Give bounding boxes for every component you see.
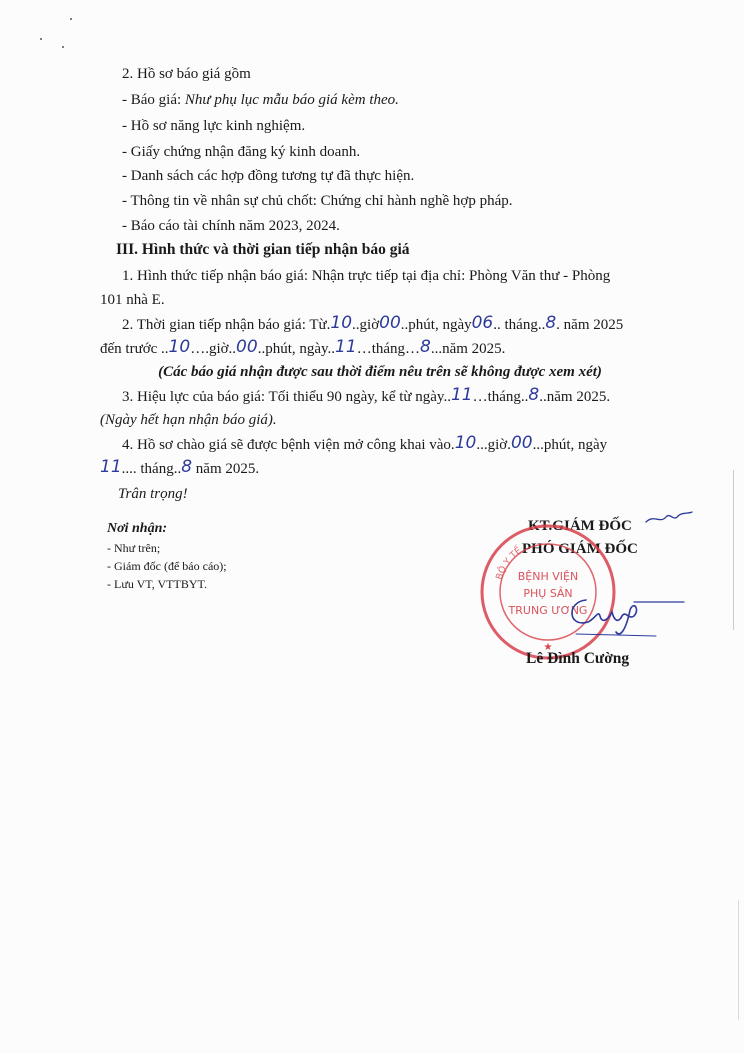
stamp-star-icon: ★ [543,642,553,653]
handwritten-minute: 00 [379,313,401,333]
handwritten-signature-icon [556,580,696,640]
section3-p1-line2: 101 nhà E. [100,292,165,308]
handwritten-day: 11 [450,385,473,405]
handwritten-month: 8 [181,457,193,477]
handwritten-day: 06 [471,313,494,333]
recipient-item: - Như trên; [107,541,161,555]
handwritten-day: 11 [100,457,122,477]
section3-p1-line1: 1. Hình thức tiếp nhận báo giá: Nhận trực tiếp tại địa chỉ: Phòng Văn thư - Phòng [122,268,611,284]
signer-title: KT.GIÁM ĐỐC [528,518,632,534]
section3-p2-line1: 2. Thời gian tiếp nhận báo giá: Từ.10..giờ00..phút, ngày06.. tháng..8. năm 2025 [122,313,624,333]
scan-speck [62,46,64,48]
section2-title: 2. Hồ sơ báo giá gồm [122,66,251,82]
section3-p4-line2: 11.... tháng..8 năm 2025. [100,457,260,477]
section2-item-1: - Báo giá: Như phụ lục mẫu báo giá kèm theo. [122,92,399,108]
handwritten-day: 11 [335,337,357,357]
stamp-ring-text: BỘ Y TẾ [494,545,524,582]
section3-note: (Các báo giá nhận được sau thời điểm nêu trên sẽ không được xem xét) [158,364,602,380]
handwritten-hour: 10 [330,313,353,333]
closing: Trân trọng! [118,486,188,502]
section3-title: III. Hình thức và thời gian tiếp nhận báo giá [116,241,410,258]
stamp-line-1: BỆNH VIỆN [517,570,579,583]
scan-speck [40,38,42,40]
section2-item-2: - Hồ sơ năng lực kinh nghiệm. [122,118,306,134]
section3-p3-line2: (Ngày hết hạn nhận báo giá). [100,412,277,428]
handwritten-minute: 00 [236,337,258,357]
handwritten-month: 8 [528,385,540,405]
section3-p3-line1: 3. Hiệu lực của báo giá: Tối thiểu 90 ngày, kể từ ngày..11…tháng..8..năm 2025. [122,385,611,405]
signer-position: PHÓ GIÁM ĐỐC [522,541,638,557]
section3-p2-line2: đến trước ..10….giờ..00..phút, ngày..11…tháng…8...năm 2025. [100,337,506,357]
scan-edge-mark [738,900,739,1020]
stamp-line-2: PHỤ SẢN [523,587,573,600]
section2-item-5: - Thông tin về nhân sự chủ chốt: Chứng chỉ hành nghề hợp pháp. [122,193,513,209]
initial-mark-icon [644,508,694,528]
scan-speck [70,18,72,20]
recipient-item: - Giám đốc (để báo cáo); [107,559,227,573]
signer-name: Lê Đình Cường [526,650,630,667]
section2-item-6: - Báo cáo tài chính năm 2023, 2024. [122,218,340,234]
section2-item-3: - Giấy chứng nhận đăng ký kinh doanh. [122,144,361,160]
recipients-title: Nơi nhận: [107,521,168,536]
section2-item-4: - Danh sách các hợp đồng tương tự đã thực hiện. [122,168,415,184]
handwritten-month: 8 [545,313,557,333]
recipient-item: - Lưu VT, VTTBYT. [107,577,207,591]
stamp-line-3: TRUNG ƯƠNG [508,604,588,617]
section3-p4-line1: 4. Hồ sơ chào giá sẽ được bệnh viện mở công khai vào.10...giờ.00...phút, ngày [122,433,608,453]
handwritten-hour: 10 [454,433,477,453]
handwritten-hour: 10 [168,337,191,357]
handwritten-minute: 00 [510,433,533,453]
handwritten-month: 8 [420,337,431,357]
scan-edge-mark [733,470,734,630]
